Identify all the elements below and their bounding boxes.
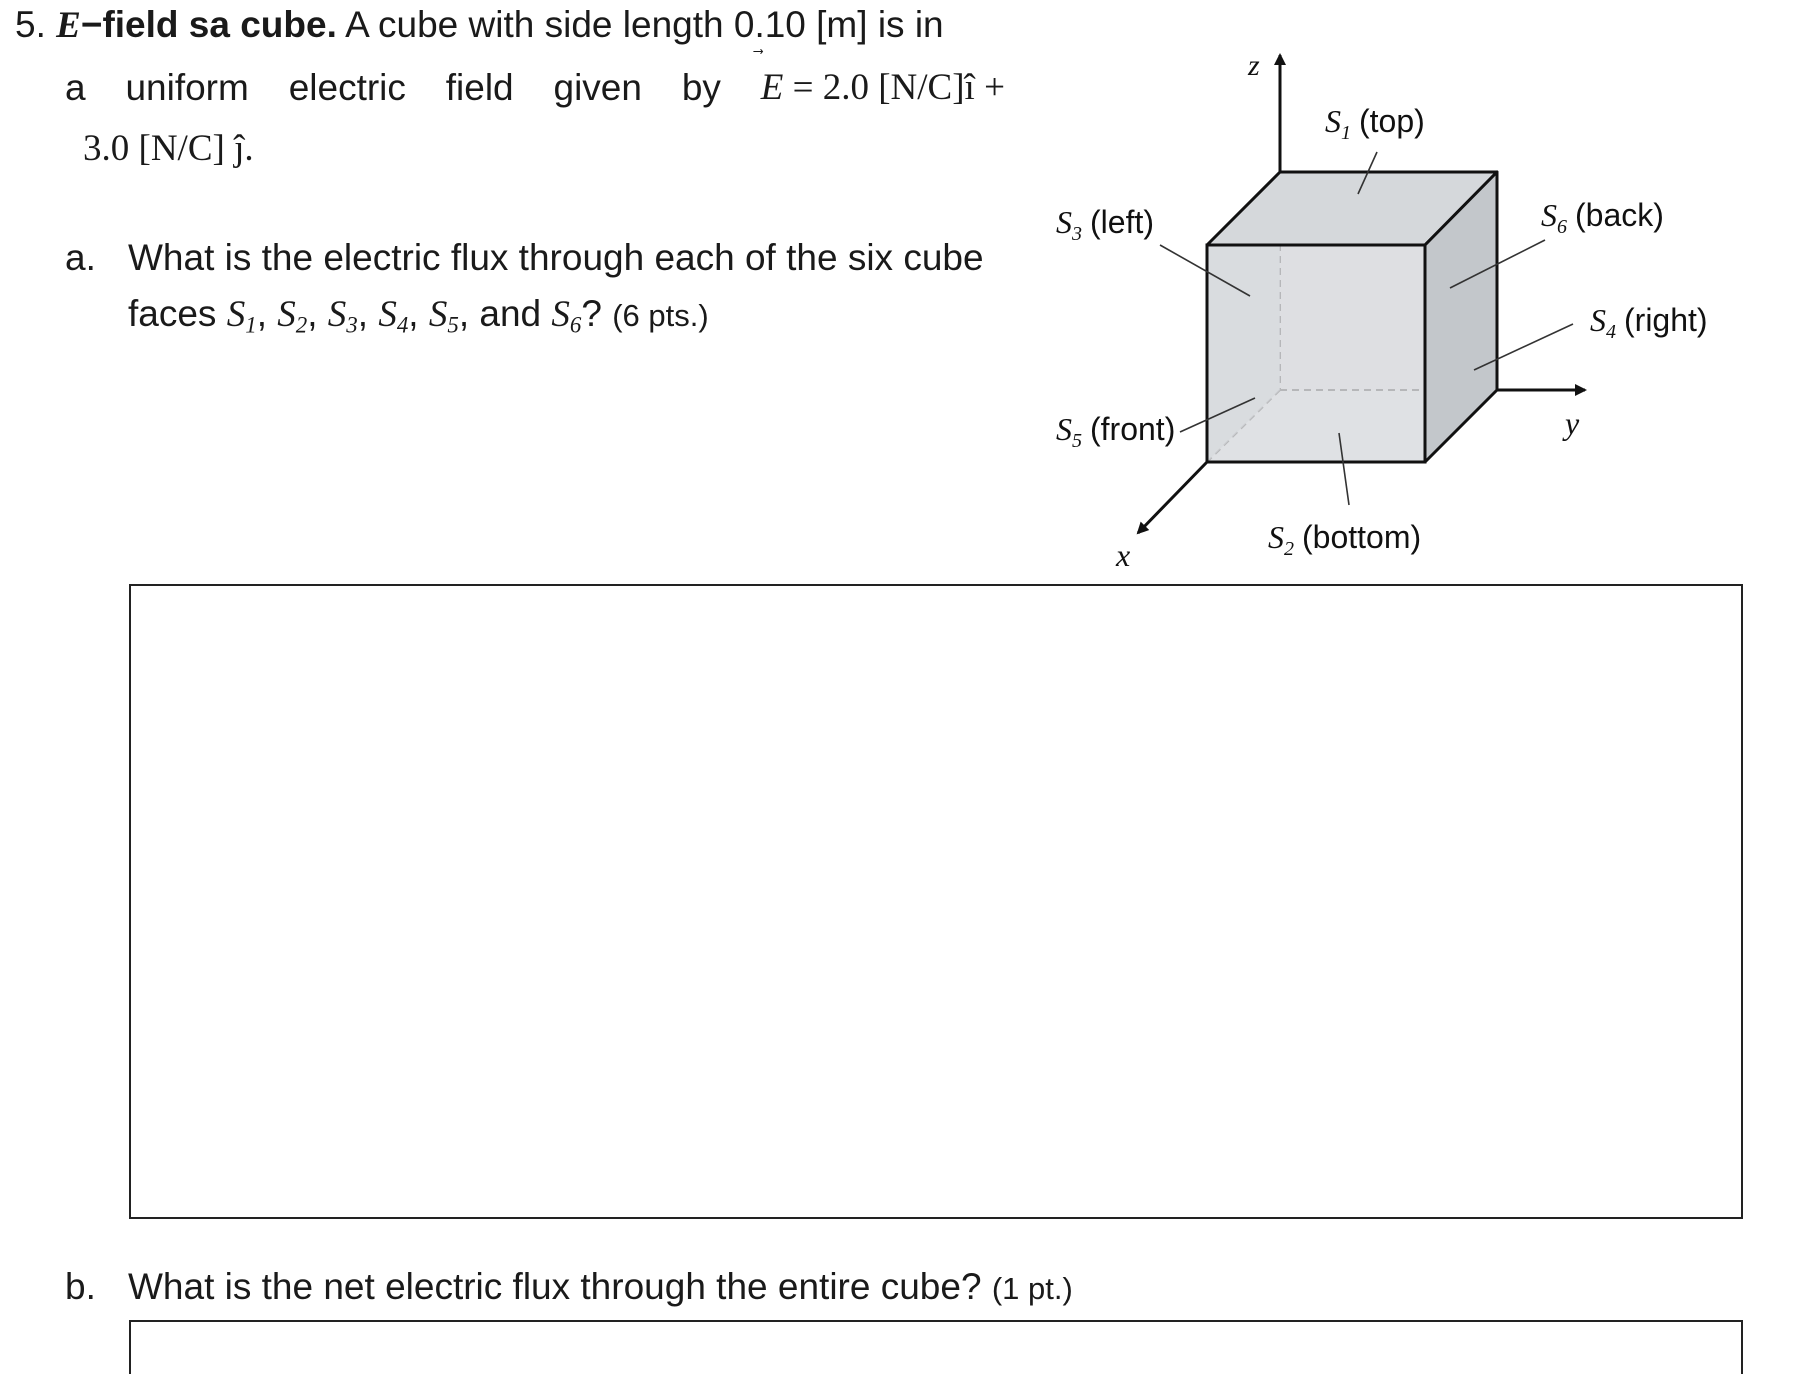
- part-a-question-line2: faces $S_1$, $S_2$, $S_3$, $S_4$, $S_5$, and $S_6$? (6 pts.): [128, 293, 709, 338]
- label-s1-top: $S_1$ (top): [1325, 103, 1425, 144]
- axis-y-label: y: [1565, 405, 1580, 441]
- axis-x-label: x: [1116, 537, 1131, 573]
- problem-line-2-words: a uniform electric field given by E = 2.0 [N/C]î +: [65, 67, 1005, 108]
- label-s4-right: $S_4$ (right): [1590, 302, 1708, 343]
- cube-front-face: [1207, 245, 1425, 462]
- title-dash: −: [80, 4, 103, 45]
- problem-title: field sa cube.: [102, 4, 337, 45]
- field-expression-part1: E = 2.0 [N/C]î +: [760, 67, 1005, 108]
- e-vector-symbol: E: [56, 5, 81, 46]
- part-b-label: b.: [65, 1266, 96, 1307]
- label-s6-back: $S_6$ (back): [1541, 197, 1664, 238]
- part-b-question: What is the net electric flux through the entire cube? (1 pt.): [128, 1266, 1073, 1307]
- part-a-question-line1: What is the electric flux through each of the six cube: [128, 237, 984, 278]
- part-a-label: a.: [65, 237, 96, 278]
- label-s2-bottom: $S_2$ (bottom): [1268, 519, 1422, 560]
- part-a-answer-box[interactable]: [129, 584, 1743, 1219]
- label-s3-left: $S_3$ (left): [1056, 204, 1154, 245]
- part-a-points: (6 pts.): [612, 298, 709, 333]
- label-s5-front: $S_5$ (front): [1056, 411, 1176, 452]
- part-b-points: (1 pt.): [991, 1271, 1073, 1306]
- part-b-answer-box[interactable]: [129, 1320, 1743, 1374]
- x-axis: [1138, 462, 1207, 533]
- cube-figure: [0, 0, 1809, 600]
- problem-number: 5.: [15, 4, 46, 45]
- problem-intro: A cube with side length 0.10 [m] is in: [345, 4, 944, 45]
- axis-z-label: z: [1248, 49, 1260, 82]
- field-expression-part2: 3.0 [N/C] ĵ.: [83, 128, 254, 169]
